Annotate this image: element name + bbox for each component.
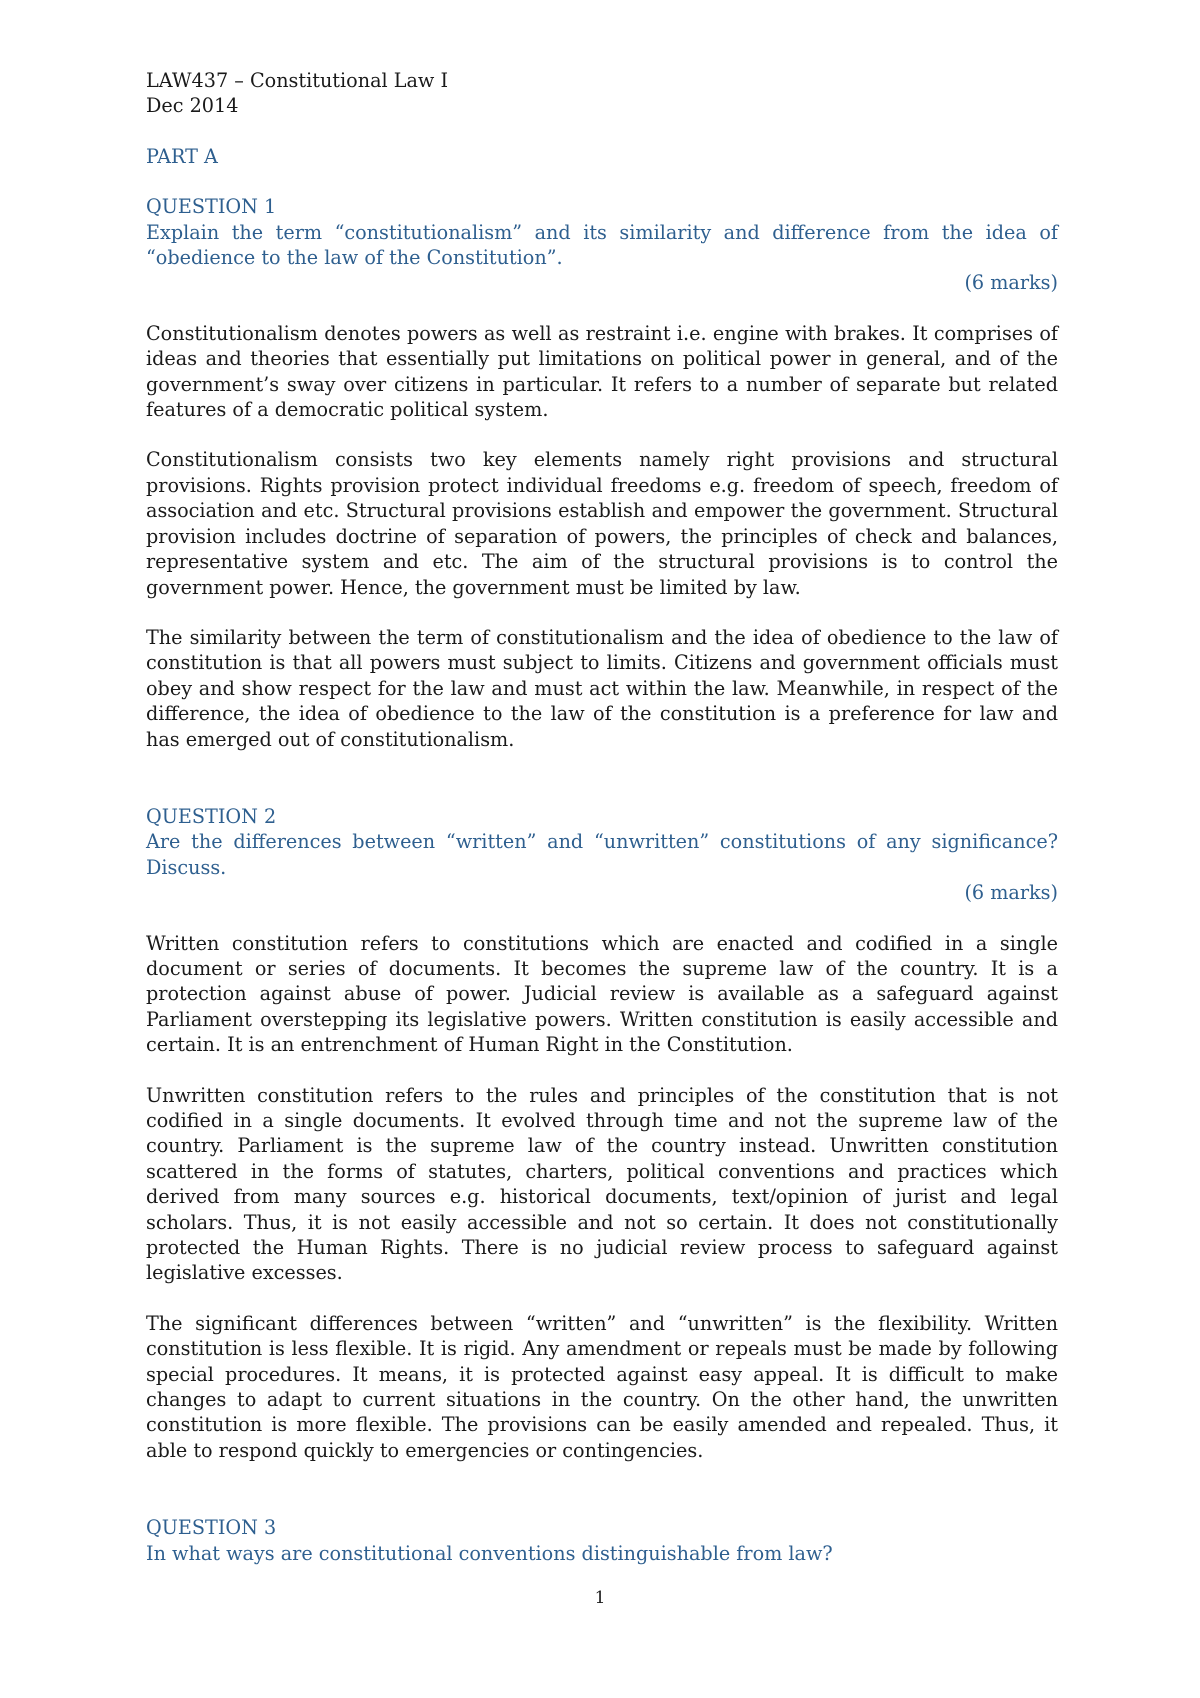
question-text: In what ways are constitutional conventions distinguishable from law? (146, 1541, 833, 1565)
part-title: PART A (146, 144, 218, 168)
answer-paragraph: Constitutionalism consists two key elements namely right provisions and structural provisions. Rights provision protect individual freedoms e.g. freedom of speech, freedom of association and etc. Structural provisions establish and empower the government. Structural provision includes doctrine of separation of powers, the principles of check and balances, representative system and etc. The aim of the structural provisions is to control the government power. Hence, the government must be limited by law. (146, 448, 1058, 599)
question-marks: (6 marks) (964, 881, 1058, 905)
answer-paragraph: The similarity between the term of constitutionalism and the idea of obedience to the law of constitution is that all powers must subject to limits. Citizens and government officials must obey and show respect for the law and must act within the law. Meanwhile, in respect of the difference, the idea of obedience to the law of the constitution is a preference for law and has emerged out of constitutionalism. (146, 625, 1058, 751)
question-2 (146, 804, 1058, 1463)
answer-paragraph: Unwritten constitution refers to the rules and principles of the constitution that is not codified in a single documents. It evolved through time and not the supreme law of the country. Parliament is the supreme law of the country instead. Unwritten constitution scattered in the forms of statutes, charters, political conventions and practices which derived from many sources e.g. historical documents, text/opinion of jurist and legal scholars. Thus, it is not easily accessible and not so certain. It does not constitutionally protected the Human Rights. There is no judicial review process to safeguard against legislative excesses. (146, 1083, 1058, 1285)
page-content (146, 68, 1058, 1566)
question-heading: QUESTION 1 (146, 195, 277, 219)
course-title: LAW437 – Constitutional Law I (146, 69, 449, 92)
exam-date: Dec 2014 (146, 94, 239, 118)
question-text: Are the differences between “written” and “unwritten” constitutions of any significance? Discuss. (146, 830, 1058, 879)
question-text: Explain the term “constitutionalism” and its similarity and difference from the idea of “obedience to the law of the Constitution”. (146, 220, 1058, 270)
question-heading: QUESTION 3 (146, 1516, 277, 1540)
answer-paragraph: Written constitution refers to constitutions which are enacted and codified in a single document or series of documents. It becomes the supreme law of the country. It is a protection against abuse of power. Judicial review is available as a safeguard against Parliament overstepping its legislative powers. Written constitution is easily accessible and certain. It is an entrenchment of Human Right in the Constitution. (146, 931, 1058, 1057)
answer-paragraph: Constitutionalism denotes powers as well as restraint i.e. engine with brakes. It comprises of ideas and theories that essentially put limitations on political power in general, and of the government’s sway over citizens in particular. It refers to a number of separate but related features of a democratic political system. (146, 321, 1058, 422)
answer-paragraph: The significant differences between “written” and “unwritten” is the flexibility. Written constitution is less flexible. It is rigid. Any amendment or repeals must be made by following special procedures. It means, it is protected against easy appeal. It is difficult to make changes to adapt to current situations in the country. On the other hand, the unwritten constitution is more flexible. The provisions can be easily amended and repealed. Thus, it able to respond quickly to emergencies or contingencies. (146, 1311, 1058, 1462)
question-3 (146, 1515, 1058, 1566)
question-1 (146, 194, 1058, 752)
question-heading: QUESTION 2 (146, 804, 277, 828)
question-marks: (6 marks) (964, 271, 1058, 295)
page-number: 1 (594, 1588, 606, 1608)
